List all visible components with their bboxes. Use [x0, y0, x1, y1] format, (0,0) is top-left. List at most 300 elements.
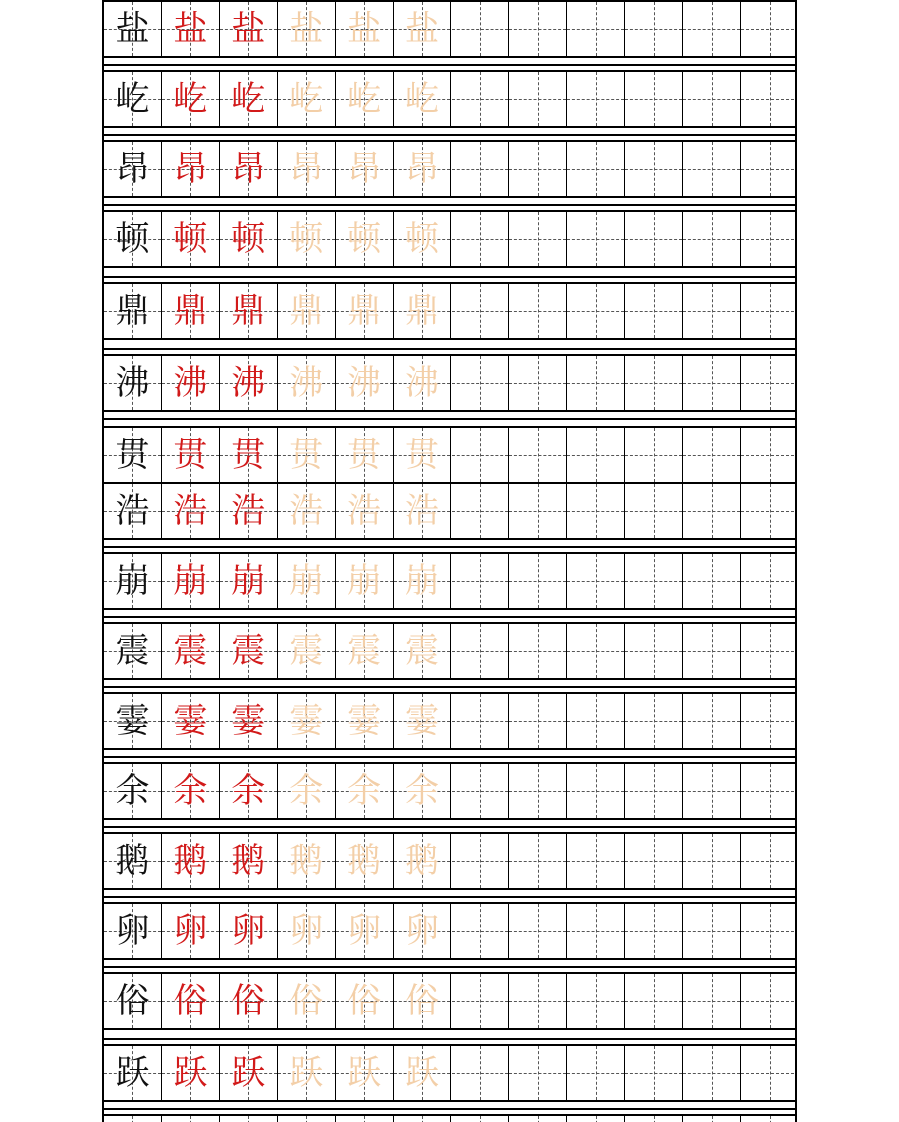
- practice-char: 崩: [289, 561, 324, 601]
- practice-char: 俗: [231, 981, 266, 1021]
- practice-char: 鹅: [289, 841, 324, 881]
- blank-practice-cell: [741, 2, 797, 56]
- blank-practice-cell: [741, 284, 797, 338]
- red-char-cell: [220, 212, 278, 266]
- practice-char: 鼎: [115, 291, 150, 331]
- red-char-cell: [220, 72, 278, 126]
- blank-practice-cell: [741, 1046, 797, 1100]
- blank-practice-cell: [625, 554, 683, 608]
- trace-char-cell: [394, 974, 452, 1028]
- model-char-cell: [104, 212, 162, 266]
- trace-char-cell: [278, 554, 336, 608]
- practice-char: 浩: [347, 491, 382, 531]
- practice-char: 余: [405, 771, 440, 811]
- blank-practice-cell: [509, 624, 567, 678]
- trace-char-cell: [394, 484, 452, 538]
- practice-char: 崩: [115, 561, 150, 601]
- trace-char-cell: [278, 904, 336, 958]
- practice-char: 余: [173, 771, 208, 811]
- practice-char: 贯: [231, 435, 266, 475]
- trace-char-cell: [278, 694, 336, 748]
- blank-practice-cell: [104, 1116, 162, 1122]
- trace-char-cell: [278, 142, 336, 196]
- practice-char: 跃: [405, 1053, 440, 1093]
- blank-practice-cell: [278, 1116, 336, 1122]
- blank-practice-cell: [567, 1116, 625, 1122]
- trace-char-cell: [278, 284, 336, 338]
- blank-practice-cell: [683, 1046, 741, 1100]
- blank-practice-cell: [741, 694, 797, 748]
- trace-char-cell: [336, 904, 394, 958]
- practice-row: [104, 482, 795, 540]
- blank-practice-cell: [452, 356, 510, 410]
- practice-char: 昂: [347, 149, 382, 189]
- blank-practice-cell: [567, 142, 625, 196]
- practice-char: 顿: [231, 219, 266, 259]
- trace-char-cell: [394, 624, 452, 678]
- blank-practice-cell: [452, 834, 510, 888]
- trace-char-cell: [336, 2, 394, 56]
- trace-char-cell: [336, 72, 394, 126]
- blank-practice-cell: [683, 72, 741, 126]
- practice-char: 霎: [405, 701, 440, 741]
- model-char-cell: [104, 904, 162, 958]
- row-separator: [104, 348, 795, 350]
- blank-practice-cell: [567, 694, 625, 748]
- practice-row: [104, 0, 795, 58]
- blank-practice-cell: [683, 428, 741, 482]
- blank-practice-cell: [567, 904, 625, 958]
- practice-char: 顿: [347, 219, 382, 259]
- practice-char: 震: [115, 631, 150, 671]
- practice-char: 沸: [115, 363, 150, 403]
- practice-row: [104, 552, 795, 610]
- red-char-cell: [162, 1046, 220, 1100]
- blank-practice-cell: [741, 72, 797, 126]
- practice-char: 鹅: [405, 841, 440, 881]
- practice-char: 崩: [405, 561, 440, 601]
- blank-practice-cell: [509, 1046, 567, 1100]
- red-char-cell: [220, 904, 278, 958]
- practice-char: 屹: [347, 79, 382, 119]
- practice-char: 顿: [405, 219, 440, 259]
- model-char-cell: [104, 284, 162, 338]
- blank-practice-cell: [741, 974, 797, 1028]
- practice-char: 霎: [347, 701, 382, 741]
- blank-practice-cell: [509, 428, 567, 482]
- practice-char: 盐: [347, 9, 382, 49]
- blank-practice-cell: [625, 356, 683, 410]
- practice-char: 俗: [347, 981, 382, 1021]
- blank-practice-cell: [452, 904, 510, 958]
- trace-char-cell: [394, 284, 452, 338]
- red-char-cell: [220, 624, 278, 678]
- trace-char-cell: [278, 624, 336, 678]
- practice-char: 鹅: [347, 841, 382, 881]
- trace-char-cell: [394, 694, 452, 748]
- red-char-cell: [162, 356, 220, 410]
- red-char-cell: [220, 764, 278, 818]
- practice-char: 余: [115, 771, 150, 811]
- blank-practice-cell: [567, 624, 625, 678]
- row-separator: [104, 64, 795, 66]
- trace-char-cell: [278, 212, 336, 266]
- blank-practice-cell: [625, 974, 683, 1028]
- practice-char: 震: [173, 631, 208, 671]
- practice-char: 跃: [231, 1053, 266, 1093]
- trace-char-cell: [336, 428, 394, 482]
- blank-practice-cell: [509, 2, 567, 56]
- practice-row: [104, 1044, 795, 1102]
- trace-char-cell: [394, 764, 452, 818]
- red-char-cell: [162, 212, 220, 266]
- trace-char-cell: [394, 2, 452, 56]
- practice-char: 鼎: [347, 291, 382, 331]
- red-char-cell: [162, 974, 220, 1028]
- practice-row: [104, 622, 795, 680]
- red-char-cell: [220, 428, 278, 482]
- row-separator: [104, 276, 795, 278]
- blank-practice-cell: [741, 142, 797, 196]
- trace-char-cell: [394, 904, 452, 958]
- blank-practice-cell: [683, 834, 741, 888]
- practice-char: 震: [289, 631, 324, 671]
- practice-char: 霎: [115, 701, 150, 741]
- blank-practice-cell: [741, 428, 797, 482]
- practice-char: 浩: [231, 491, 266, 531]
- red-char-cell: [162, 694, 220, 748]
- blank-practice-cell: [567, 356, 625, 410]
- blank-practice-cell: [625, 904, 683, 958]
- practice-char: 浩: [289, 491, 324, 531]
- practice-char: 霎: [173, 701, 208, 741]
- practice-char: 跃: [347, 1053, 382, 1093]
- practice-char: 崩: [173, 561, 208, 601]
- practice-char: 盐: [115, 9, 150, 49]
- model-char-cell: [104, 356, 162, 410]
- blank-practice-cell: [509, 484, 567, 538]
- blank-practice-cell: [567, 428, 625, 482]
- blank-practice-cell: [625, 2, 683, 56]
- blank-practice-cell: [625, 694, 683, 748]
- trace-char-cell: [278, 484, 336, 538]
- practice-char: 鼎: [231, 291, 266, 331]
- blank-practice-cell: [625, 764, 683, 818]
- red-char-cell: [220, 694, 278, 748]
- blank-practice-cell: [509, 554, 567, 608]
- practice-char: 崩: [347, 561, 382, 601]
- row-separator: [104, 418, 795, 420]
- practice-char: 鹅: [173, 841, 208, 881]
- blank-practice-cell: [452, 2, 510, 56]
- red-char-cell: [220, 484, 278, 538]
- practice-char: 贯: [173, 435, 208, 475]
- blank-practice-cell: [567, 834, 625, 888]
- blank-practice-cell: [452, 554, 510, 608]
- blank-practice-cell: [625, 1116, 683, 1122]
- blank-practice-cell: [567, 764, 625, 818]
- red-char-cell: [162, 142, 220, 196]
- row-separator: [104, 616, 795, 618]
- trace-char-cell: [336, 624, 394, 678]
- blank-practice-cell: [567, 1046, 625, 1100]
- model-char-cell: [104, 72, 162, 126]
- blank-practice-cell: [741, 904, 797, 958]
- practice-char: 俗: [173, 981, 208, 1021]
- row-separator: [104, 134, 795, 136]
- practice-char: 跃: [115, 1053, 150, 1093]
- blank-practice-cell: [452, 624, 510, 678]
- practice-char: 顿: [289, 219, 324, 259]
- model-char-cell: [104, 974, 162, 1028]
- practice-char: 余: [347, 771, 382, 811]
- trace-char-cell: [336, 284, 394, 338]
- blank-practice-cell: [394, 1116, 452, 1122]
- practice-row: [104, 282, 795, 340]
- practice-char: 霎: [289, 701, 324, 741]
- red-char-cell: [220, 834, 278, 888]
- blank-practice-cell: [625, 212, 683, 266]
- practice-char: 顿: [173, 219, 208, 259]
- blank-practice-cell: [336, 1116, 394, 1122]
- practice-row: [104, 70, 795, 128]
- blank-practice-cell: [509, 834, 567, 888]
- practice-char: 俗: [115, 981, 150, 1021]
- trace-char-cell: [336, 356, 394, 410]
- blank-practice-cell: [683, 142, 741, 196]
- blank-practice-cell: [452, 974, 510, 1028]
- practice-char: 昂: [405, 149, 440, 189]
- blank-practice-cell: [567, 554, 625, 608]
- trace-char-cell: [336, 212, 394, 266]
- red-char-cell: [220, 2, 278, 56]
- practice-row: [104, 354, 795, 412]
- blank-practice-cell: [509, 904, 567, 958]
- blank-practice-cell: [567, 974, 625, 1028]
- model-char-cell: [104, 142, 162, 196]
- practice-char: 盐: [231, 9, 266, 49]
- row-separator: [104, 546, 795, 548]
- practice-char: 沸: [231, 363, 266, 403]
- trace-char-cell: [336, 1046, 394, 1100]
- blank-practice-cell: [683, 974, 741, 1028]
- model-char-cell: [104, 2, 162, 56]
- practice-char: 卵: [231, 911, 266, 951]
- trace-char-cell: [336, 834, 394, 888]
- practice-char: 卵: [173, 911, 208, 951]
- blank-practice-cell: [683, 624, 741, 678]
- blank-practice-cell: [452, 428, 510, 482]
- blank-practice-cell: [683, 694, 741, 748]
- blank-practice-cell: [683, 356, 741, 410]
- red-char-cell: [162, 764, 220, 818]
- blank-practice-cell: [220, 1116, 278, 1122]
- trace-char-cell: [278, 428, 336, 482]
- practice-char: 盐: [289, 9, 324, 49]
- blank-practice-cell: [567, 484, 625, 538]
- practice-char: 沸: [289, 363, 324, 403]
- blank-practice-cell: [509, 764, 567, 818]
- blank-practice-cell: [625, 72, 683, 126]
- trace-char-cell: [394, 212, 452, 266]
- practice-char: 崩: [231, 561, 266, 601]
- red-char-cell: [162, 284, 220, 338]
- red-char-cell: [162, 834, 220, 888]
- practice-row: [104, 210, 795, 268]
- blank-practice-cell: [741, 484, 797, 538]
- row-separator: [104, 686, 795, 688]
- blank-practice-cell: [683, 212, 741, 266]
- trace-char-cell: [278, 834, 336, 888]
- practice-sheet: [102, 0, 797, 1122]
- blank-practice-cell: [683, 554, 741, 608]
- blank-practice-cell: [162, 1116, 220, 1122]
- practice-char: 昂: [115, 149, 150, 189]
- practice-char: 屹: [115, 79, 150, 119]
- trace-char-cell: [394, 72, 452, 126]
- practice-row: [104, 762, 795, 820]
- blank-practice-cell: [567, 2, 625, 56]
- blank-practice-cell: [741, 834, 797, 888]
- blank-practice-cell: [509, 974, 567, 1028]
- blank-practice-cell: [683, 2, 741, 56]
- red-char-cell: [162, 484, 220, 538]
- practice-char: 屹: [173, 79, 208, 119]
- practice-row: [104, 140, 795, 198]
- blank-practice-cell: [625, 834, 683, 888]
- practice-char: 震: [347, 631, 382, 671]
- trace-char-cell: [336, 974, 394, 1028]
- blank-practice-cell: [741, 624, 797, 678]
- trace-char-cell: [336, 764, 394, 818]
- practice-char: 俗: [289, 981, 324, 1021]
- practice-char: 鼎: [173, 291, 208, 331]
- practice-char: 鼎: [289, 291, 324, 331]
- blank-practice-cell: [683, 904, 741, 958]
- practice-row: [104, 902, 795, 960]
- trace-char-cell: [336, 554, 394, 608]
- blank-practice-cell: [452, 142, 510, 196]
- blank-practice-cell: [567, 72, 625, 126]
- blank-practice-cell: [509, 142, 567, 196]
- trace-char-cell: [394, 834, 452, 888]
- practice-char: 昂: [231, 149, 266, 189]
- model-char-cell: [104, 834, 162, 888]
- row-separator: [104, 1108, 795, 1110]
- blank-practice-cell: [452, 1116, 510, 1122]
- row-separator: [104, 756, 795, 758]
- practice-char: 沸: [405, 363, 440, 403]
- practice-char: 卵: [405, 911, 440, 951]
- blank-practice-cell: [683, 484, 741, 538]
- blank-practice-cell: [625, 142, 683, 196]
- blank-practice-cell: [452, 212, 510, 266]
- trace-char-cell: [278, 974, 336, 1028]
- row-separator: [104, 1038, 795, 1040]
- model-char-cell: [104, 694, 162, 748]
- practice-char: 浩: [115, 491, 150, 531]
- practice-char: 震: [405, 631, 440, 671]
- trace-char-cell: [394, 142, 452, 196]
- row-separator: [104, 204, 795, 206]
- trace-char-cell: [278, 764, 336, 818]
- trace-char-cell: [278, 356, 336, 410]
- blank-practice-cell: [567, 284, 625, 338]
- practice-char: 鼎: [405, 291, 440, 331]
- blank-practice-cell: [683, 1116, 741, 1122]
- practice-char: 贯: [289, 435, 324, 475]
- practice-char: 震: [231, 631, 266, 671]
- practice-char: 鹅: [115, 841, 150, 881]
- model-char-cell: [104, 554, 162, 608]
- practice-char: 屹: [405, 79, 440, 119]
- row-separator: [104, 966, 795, 968]
- red-char-cell: [220, 1046, 278, 1100]
- practice-char: 卵: [289, 911, 324, 951]
- model-char-cell: [104, 428, 162, 482]
- blank-practice-cell: [452, 284, 510, 338]
- practice-char: 昂: [173, 149, 208, 189]
- blank-practice-cell: [625, 428, 683, 482]
- practice-char: 顿: [115, 219, 150, 259]
- trace-char-cell: [336, 484, 394, 538]
- trace-char-cell: [278, 1046, 336, 1100]
- trace-char-cell: [394, 356, 452, 410]
- practice-row-partial: [104, 1114, 795, 1122]
- practice-char: 贯: [405, 435, 440, 475]
- practice-char: 卵: [347, 911, 382, 951]
- trace-char-cell: [336, 142, 394, 196]
- practice-char: 盐: [173, 9, 208, 49]
- blank-practice-cell: [741, 1116, 797, 1122]
- blank-practice-cell: [452, 72, 510, 126]
- row-separator: [104, 826, 795, 828]
- blank-practice-cell: [741, 356, 797, 410]
- red-char-cell: [220, 284, 278, 338]
- blank-practice-cell: [625, 1046, 683, 1100]
- blank-practice-cell: [683, 284, 741, 338]
- practice-char: 贯: [115, 435, 150, 475]
- practice-char: 跃: [173, 1053, 208, 1093]
- practice-char: 跃: [289, 1053, 324, 1093]
- blank-practice-cell: [509, 356, 567, 410]
- blank-practice-cell: [452, 1046, 510, 1100]
- blank-practice-cell: [625, 484, 683, 538]
- row-separator: [104, 896, 795, 898]
- red-char-cell: [162, 2, 220, 56]
- red-char-cell: [162, 624, 220, 678]
- blank-practice-cell: [625, 624, 683, 678]
- blank-practice-cell: [509, 694, 567, 748]
- practice-row: [104, 426, 795, 484]
- blank-practice-cell: [567, 212, 625, 266]
- blank-practice-cell: [452, 764, 510, 818]
- red-char-cell: [220, 974, 278, 1028]
- trace-char-cell: [278, 2, 336, 56]
- practice-char: 屹: [289, 79, 324, 119]
- model-char-cell: [104, 484, 162, 538]
- model-char-cell: [104, 764, 162, 818]
- practice-char: 沸: [347, 363, 382, 403]
- practice-char: 俗: [405, 981, 440, 1021]
- practice-char: 贯: [347, 435, 382, 475]
- red-char-cell: [220, 554, 278, 608]
- trace-char-cell: [394, 1046, 452, 1100]
- practice-char: 沸: [173, 363, 208, 403]
- blank-practice-cell: [452, 484, 510, 538]
- practice-char: 浩: [173, 491, 208, 531]
- model-char-cell: [104, 1046, 162, 1100]
